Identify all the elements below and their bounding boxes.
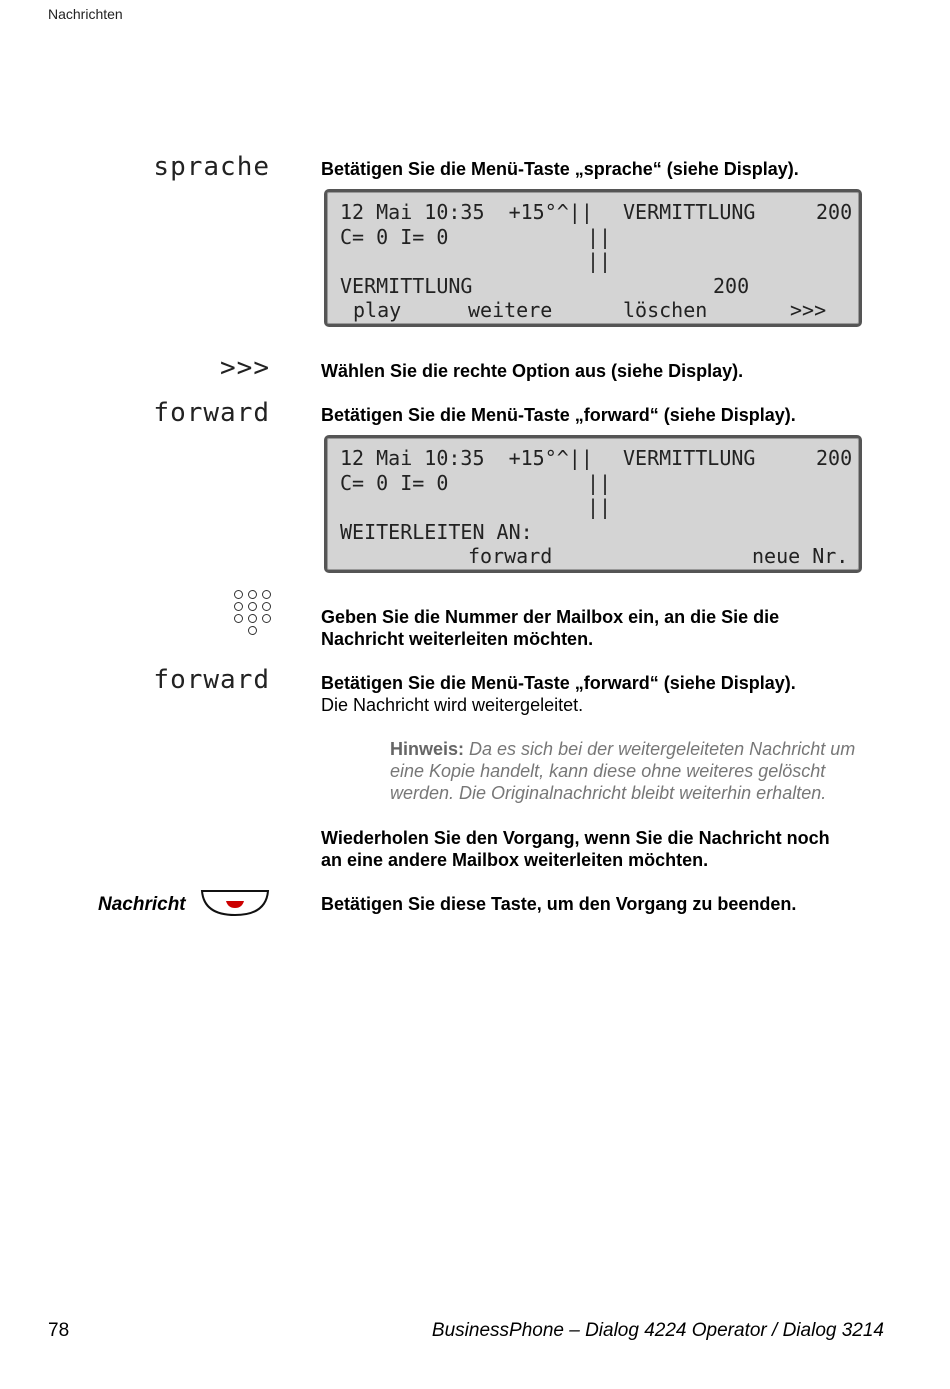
display-datetime: 12 Mai 10:35 +15°^|| — [340, 446, 593, 470]
display-softkey-loeschen: löschen — [623, 298, 708, 322]
note-text-1: Da es sich bei der weitergeleiteten Nachricht um — [469, 739, 856, 759]
phone-display-2 — [324, 435, 862, 573]
softkey-label-more: >>> — [220, 353, 270, 383]
message-key-label: Nachricht — [98, 894, 186, 915]
display-softkey-new-number: neue Nr. — [752, 544, 849, 568]
softkey-label-forward: forward — [153, 665, 270, 695]
page-number: 78 — [48, 1320, 70, 1341]
instruction-step-4: Geben Sie die Nummer der Mailbox ein, an die Sie die Nachricht weiterleiten möchten. — [321, 607, 780, 649]
display-separator: || — [587, 470, 612, 495]
document-title: BusinessPhone – Dialog 4224 Operator / Dialog 3214 — [431, 1320, 884, 1341]
display-message-from: VERMITTLUNG — [340, 273, 473, 298]
display-caller-name: VERMITTLUNG — [623, 446, 756, 470]
section-header: Nachrichten — [48, 6, 123, 22]
display-separator: || — [587, 224, 612, 249]
display-message-number: 200 — [713, 273, 750, 298]
display-datetime: 12 Mai 10:35 +15°^|| — [340, 200, 593, 224]
display-softkey-forward: forward — [468, 544, 553, 568]
display-softkey-weitere: weitere — [468, 298, 553, 322]
phone-display-1 — [324, 189, 862, 327]
display-separator: || — [587, 249, 612, 273]
softkey-label-forward: forward — [153, 398, 270, 428]
instruction-step-5-result: Die Nachricht wird weitergeleitet. — [321, 695, 584, 715]
note-text-3: werden. Die Originalnachricht bleibt weiterhin erhalten. — [390, 783, 827, 803]
display-forward-prompt: WEITERLEITEN AN: — [340, 519, 533, 544]
instruction-step-5: Betätigen Sie die Menü-Taste „forward“ (siehe Display). Die Nachricht wird weitergeleitet. — [321, 673, 796, 715]
display-softkey-play: play — [353, 298, 402, 322]
instruction-step-7: Betätigen Sie diese Taste, um den Vorgang zu beenden. — [321, 894, 797, 914]
display-caller-number: 200 — [816, 200, 853, 224]
display-softkey-more: >>> — [790, 298, 827, 322]
instruction-step-2: Wählen Sie die rechte Option aus (siehe Display). — [321, 361, 744, 381]
note-box — [390, 738, 890, 804]
instruction-step-6: Wiederholen Sie den Vorgang, wenn Sie die Nachricht noch an eine andere Mailbox weiterleiten möchten. — [321, 828, 830, 870]
display-separator: || — [587, 495, 612, 519]
instruction-step-1: Betätigen Sie die Menü-Taste „sprache“ (siehe Display). — [321, 159, 799, 179]
note-label: Hinweis: — [390, 739, 465, 759]
display-counters: C= 0 I= 0 — [340, 224, 449, 249]
display-counters: C= 0 I= 0 — [340, 470, 449, 495]
display-caller-name: VERMITTLUNG — [623, 200, 756, 224]
note-text-2: eine Kopie handelt, kann diese ohne weiteres gelöscht — [390, 761, 826, 781]
instruction-step-3: Betätigen Sie die Menü-Taste „forward“ (siehe Display). — [321, 405, 796, 425]
softkey-label-sprache: sprache — [153, 152, 270, 182]
display-caller-number: 200 — [816, 446, 853, 470]
message-key-icon — [200, 889, 270, 917]
